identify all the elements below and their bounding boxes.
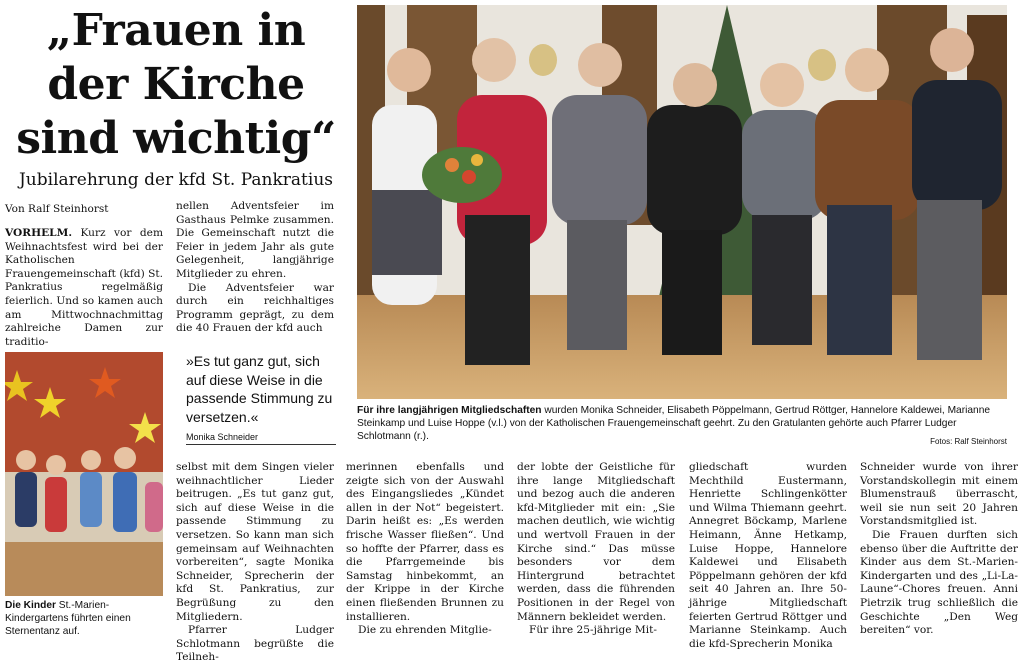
article-paragraph: merinnen ebenfalls und zeigte sich von der Auswahl des Eingangsliedes „Kündet allen in der Not“ begeistert. Darin heißt es: „Es werden frische Wasser fließen“. Und so hoffte der Pfarrer, dass es die Pfarrgemeinde bis Samstag hinbekommt, an der Krippe in der Kirche einen fließenden Brunnen zu installieren. [346,461,504,623]
caption-text: wurden Monika Schneider, Elisabeth Pöppelmann, Gertrud Röttger, Hannelore Kaldewei, Marianne Steinkamp und Luise Hoppe (v.l.) von der Katholischen Frauengemeinschaft geehrt. Zu den Gratulanten gehörte auch Pfarrer Ludger Schlotmann (r.). [357,405,991,442]
article-paragraph: Pfarrer Ludger Schlotmann begrüßte die Teilneh- [176,624,334,664]
headline-line-3: sind wichtig“ [16,113,336,164]
article-paragraph: gliedschaft wurden Mechthild Eustermann, Henriette Schlingenkötter und Wilma Thiemann geehrt. Annegret Böckamp, Marlene Heimann, Änne Hetkamp, Luise Hoppe, Hannelore Kaldewei und Elisabeth Pöppelmann gehören der kfd seit 40 Jahren an. Ihre 50-jährige Mitgliedschaft feierten Gertrud Röttger und Marianne Steinkamp. Auch die kfd-Sprecherin Monika [689,461,847,650]
article-paragraph: Für ihre 25-jährige Mit- [529,624,657,637]
article-column-4 [346,461,504,638]
dateline: VORHELM. [5,227,73,239]
kids-photo-caption [5,599,165,638]
caption-bold: Für ihre langjährigen Mitgliedschaften [357,405,542,416]
article-paragraph: der lobte der Geistliche für ihre lange Mitgliedschaft und bezog auch die anderen kfd-Mitglieder mit ein: „Sie machen deutlich, wie wichtig und wertvoll Frauen in der Kirche sind.“ Das müsse besonders vor dem Hintergrund betrachtet werden, dass die führenden Positionen in der Regel von Männern bekleidet werden. [517,461,675,623]
article-column-1 [5,227,163,349]
article-column-5 [517,461,675,638]
article-paragraph: Schneider wurde von ihrer Vorstandskollegin mit einem Blumenstrauß überrascht, weil sie nun seit 20 Jahren Vorstandsmitglied ist. [860,461,1018,528]
article-text: Kurz vor dem Weihnachtsfest wird bei der Katholischen Frauengemeinschaft (kfd) St. Pankratius regelmäßig feierlich. Und so kamen auch am Mittwochnachmittag zahlreiche Damen zur traditio- [5,227,163,348]
caption-bold: Die Kinder [5,600,56,611]
article-paragraph: selbst mit dem Singen vieler weihnachtlicher Lieder beitrugen. „Es tut ganz gut, sich auf diese Weise in die passende Stimmung zu versetzen. So kann man sich gemeinsam auf Weihnachten vorbereiten“, sagte Monika Schneider, Sprecherin der kfd St. Pankratius, zur Begrüßung zu den Mitgliedern. [176,461,334,623]
pull-quote: »Es tut ganz gut, sich auf diese Weise in die passende Stimmung zu versetzen.« [186,353,333,425]
photo-credit: Fotos: Ralf Steinhorst [930,437,1007,446]
caption-text: St.-Marien-Kindergartens führten einen Sternentanz auf. [5,600,131,637]
main-photo [357,5,1007,399]
headline-line-1: „Frauen in [46,5,306,56]
article-column-3 [176,461,334,665]
article-paragraph: Die Frauen durften sich ebenso über die Auftritte der Kinder aus dem St.-Marien-Kindergarten und des „Li-La-Laune“-Chores freuen. Anni Pietrzik trug schließlich die Geschichte „Den Weg bereiten“ vor. [860,528,1018,637]
byline: Von Ralf Steinhorst [5,203,109,215]
pull-quote-author: Monika Schneider [186,432,336,445]
article-column-7 [860,461,1018,638]
headline-line-2: der Kirche [47,59,305,110]
article-paragraph: Die Adventsfeier war durch ein reichhaltiges Programm geprägt, zu dem die 40 Frauen der kfd auch [176,281,334,335]
subheadline: Jubilarehrung der kfd St. Pankratius [18,170,333,190]
headline [0,4,352,166]
main-photo-caption [357,404,1007,443]
kids-photo [5,352,163,596]
article-column-2 [176,200,334,336]
article-paragraph: nellen Adventsfeier im Gasthaus Pelmke zusammen. Die Gemeinschaft nutzt die Feier in jedem Jahr als gute Gelegenheit, langjährige Mitglieder zu ehren. [176,200,334,280]
article-paragraph: Die zu ehrenden Mitglie- [358,624,492,637]
bouquet-icon [422,147,502,203]
article-column-6 [689,461,847,651]
